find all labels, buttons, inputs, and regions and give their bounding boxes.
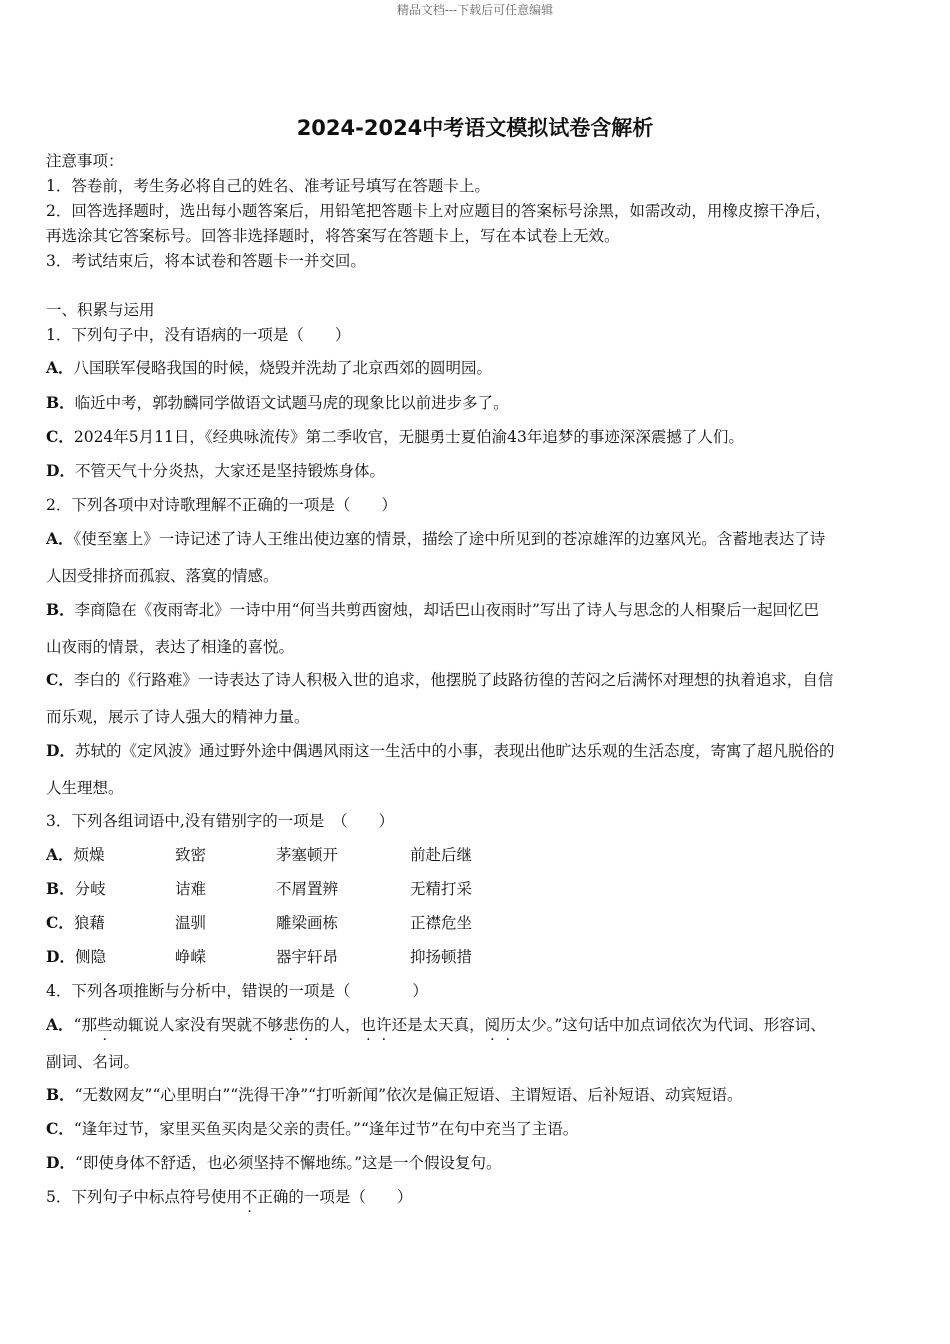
q2-option-c-line1 — [46, 670, 833, 690]
q1-stem: 1．下列句子中，没有语病的一项是（ ） — [46, 326, 351, 344]
word-cell: 温驯 — [175, 914, 207, 932]
text-run: 动辄说人家没有哭就不够 — [112, 1016, 283, 1034]
option-label: A． — [46, 1015, 74, 1034]
q4-option-d — [46, 1153, 502, 1173]
q2-option-a-line1 — [46, 529, 825, 549]
dotted-char: 许 — [376, 1016, 392, 1034]
q1-option-c — [46, 427, 744, 447]
word-cell: 峥嵘 — [175, 948, 207, 966]
word-cell: 茅塞顿开 — [276, 846, 339, 864]
option-text: 不管天气十分炎热，大家还是坚持锻炼身体。 — [74, 462, 385, 480]
q2-option-d-line1 — [46, 741, 834, 761]
dotted-char: 阅 — [484, 1016, 501, 1034]
word-cell: 致密 — [175, 846, 207, 864]
notes-heading: 注意事项： — [46, 152, 124, 170]
option-text: 临近中考，郭勃麟同学做语文试题马虎的现象比以前进步多了。 — [74, 394, 509, 412]
q3-row — [46, 913, 105, 933]
option-text: 李商隐在《夜雨寄北》一诗中用“何当共剪西窗烛，却话巴山夜雨时”写出了诗人与思念的人相聚后一起回忆巴 — [74, 601, 819, 619]
text-run: 5．下列句子中标点符号使用 — [46, 1188, 242, 1206]
word-cell: 无精打采 — [410, 880, 473, 898]
text-run: 的人， — [314, 1016, 361, 1034]
word-cell: 抑扬顿措 — [410, 948, 473, 966]
word-cell: 分岐 — [74, 880, 106, 898]
dotted-char: 不 — [241, 1188, 258, 1206]
dotted-char: 历 — [500, 1016, 516, 1034]
q1-option-a — [46, 358, 492, 378]
q3-row — [46, 879, 106, 899]
word-cell: 诘难 — [175, 880, 207, 898]
q4-stem: 4．下列各项推断与分析中，错误的一项是（ ） — [46, 982, 428, 1000]
option-label: B． — [46, 1085, 75, 1104]
q4-option-c — [46, 1119, 578, 1139]
q3-stem: 3．下列各组词语中,没有错别字的一项是 （ ） — [46, 812, 395, 830]
option-text: 苏轼的《定风波》通过野外途中偶遇风雨这一生活中的小事，表现出他旷达乐观的生活态度，寄寓了超凡脱俗的 — [74, 742, 835, 760]
dotted-char: 也 — [360, 1016, 377, 1034]
page-title: 2024-2024中考语文模拟试卷含解析 — [296, 116, 654, 140]
option-text: “即使身体不舒适，也必须坚持不懈地练。”这是一个假设复句。 — [74, 1154, 502, 1172]
option-label: A． — [46, 358, 74, 377]
option-label: B． — [46, 600, 75, 619]
option-label: D． — [46, 1153, 75, 1172]
option-label: B． — [46, 393, 75, 412]
option-text: 李白的《行路难》一诗表达了诗人积极入世的追求，他摆脱了歧路彷徨的苦闷之后满怀对理想的执着追求，自信 — [73, 671, 834, 689]
word-cell: 侧隐 — [74, 948, 106, 966]
q1-option-b — [46, 393, 509, 413]
q4-option-a-line1 — [46, 1015, 826, 1035]
note-3: 3．考试结束后，将本试卷和答题卡一并交回。 — [46, 252, 366, 270]
dotted-char: 伤 — [298, 1016, 315, 1034]
page-header: 精品文档---下载后可任意编辑 — [396, 3, 554, 17]
word-cell: 正襟危坐 — [410, 914, 473, 932]
option-label: C． — [46, 427, 74, 446]
q3-row — [46, 947, 106, 967]
option-text: 2024年5月11日，《经典咏流传》第二季收官，无腿勇士夏伯渝43年追梦的事迹深深震撼了人们。 — [73, 428, 744, 446]
q4-option-a-line2: 副词、名词。 — [46, 1053, 140, 1071]
word-cell: 雕梁画栋 — [276, 914, 339, 932]
option-label: D． — [46, 741, 75, 760]
text-run: 太少。”这句话中加点词依次为代词、形容词、 — [515, 1016, 826, 1034]
option-text: “无数网友”“心里明白”“洗得干净”“打听新闻”依次是偏正短语、主谓短语、后补短语、动宾短语。 — [74, 1086, 743, 1104]
q2-option-a-line2: 人因受排挤而孤寂、落寞的情感。 — [46, 567, 279, 585]
word-cell: 不屑置辨 — [276, 880, 339, 898]
option-text: 八国联军侵略我国的时候，烧毁并洗劫了北京西郊的圆明园。 — [73, 359, 493, 377]
note-1: 1．答卷前，考生务必将自己的姓名、准考证号填写在答题卡上。 — [46, 177, 490, 195]
option-text: 《使至塞上》一诗记述了诗人王维出使边塞的情景，描绘了途中所见到的苍凉雄浑的边塞风光。含蓄地表达了诗 — [73, 530, 826, 548]
option-label: C． — [46, 1119, 74, 1138]
word-cell: 前赴后继 — [410, 846, 473, 864]
option-label: A． — [46, 529, 74, 548]
text-run: 还是太天真， — [391, 1016, 485, 1034]
option-label: D． — [46, 947, 75, 966]
q3-row — [46, 845, 105, 865]
dotted-char: 些 — [96, 1016, 113, 1034]
word-cell: 器宇轩昂 — [276, 948, 339, 966]
text-run: 正确的一项是（ ） — [257, 1188, 413, 1206]
option-label: C． — [46, 913, 74, 932]
option-label: C． — [46, 670, 74, 689]
q2-stem: 2．下列各项中对诗歌理解不正确的一项是（ ） — [46, 496, 397, 514]
q1-option-d — [46, 461, 385, 481]
q5-stem — [46, 1187, 412, 1207]
q2-option-c-line2: 而乐观，展示了诗人强大的精神力量。 — [46, 708, 310, 726]
q2-option-b-line2: 山夜雨的情景，表达了相逢的喜悦。 — [46, 638, 295, 656]
note-2-line2: 再选涂其它答案标号。回答非选择题时，将答案写在答题卡上，写在本试卷上无效。 — [46, 227, 620, 245]
note-2-line1: 2．回答选择题时，选出每小题答案后，用铅笔把答题卡上对应题目的答案标号涂黑，如需改动，用橡皮擦干净后， — [46, 202, 831, 220]
option-label: A． — [46, 845, 74, 864]
section-heading: 一、积累与运用 — [46, 301, 155, 319]
word-cell: 狼藉 — [73, 914, 105, 932]
q4-option-b — [46, 1085, 743, 1105]
q2-option-b-line1 — [46, 600, 819, 620]
q2-option-d-line2: 人生理想。 — [46, 779, 124, 797]
option-label: B． — [46, 879, 75, 898]
option-text: “逢年过节，家里买鱼买肉是父亲的责任。”“逢年过节”在句中充当了主语。 — [73, 1120, 579, 1138]
word-cell: 烦燥 — [73, 846, 105, 864]
dotted-char: 悲 — [283, 1016, 299, 1034]
option-label: D． — [46, 461, 75, 480]
text-run: “那 — [73, 1016, 97, 1034]
